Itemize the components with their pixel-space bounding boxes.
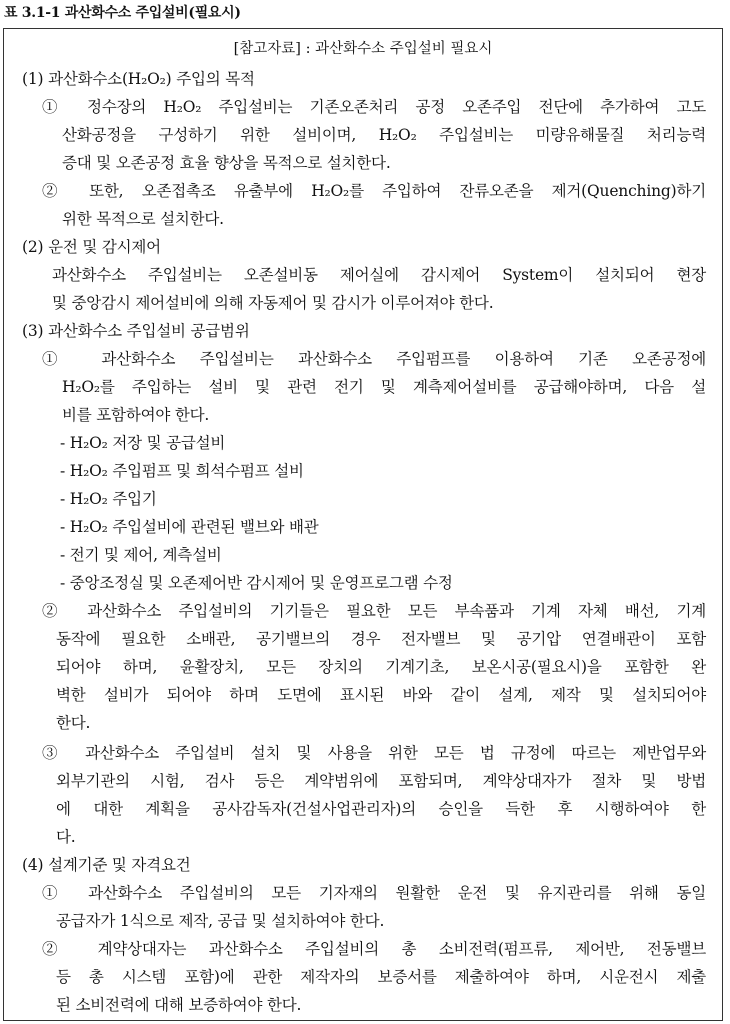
section-1-heading: (1) 과산화수소(H₂O₂) 주입의 목적	[22, 70, 255, 88]
paragraph-line: ③ 과산화수소 주입설비 설치 및 사용을 위한 모든 법 규정에 따르는 제반업무와	[42, 744, 706, 762]
list-item: - H₂O₂ 주입기	[60, 490, 157, 508]
paragraph-line: 한다.	[56, 714, 91, 732]
paragraph-line: ① 과산화수소 주입설비의 모든 기자재의 원활한 운전 및 유지관리를 위해 동일	[42, 884, 706, 902]
paragraph-line: 산화공정을 구성하기 위한 설비이며, H₂O₂ 주입설비는 미량유해물질 처리능력	[62, 126, 706, 144]
paragraph-line: 증대 및 오존공정 효율 향상을 목적으로 설치한다.	[62, 154, 391, 172]
paragraph-line: H₂O₂를 주입하는 설비 및 관련 전기 및 계측제어설비를 공급해야하며, 다음 설	[62, 378, 706, 396]
paragraph-line: 과산화수소 주입설비는 오존설비동 제어실에 감시제어 System이 설치되어 현장	[52, 266, 706, 284]
paragraph-line: 위한 목적으로 설치한다.	[62, 210, 224, 228]
list-item: - H₂O₂ 주입펌프 및 희석수펌프 설비	[60, 462, 304, 480]
paragraph-line: 등 총 시스템 포함)에 관한 제작자의 보증서를 제출하여야 하며, 시운전시 제출	[56, 968, 706, 986]
list-item: - 중앙조정실 및 오존제어반 감시제어 및 운영프로그램 수정	[60, 574, 453, 592]
paragraph-line: ② 과산화수소 주입설비의 기기들은 필요한 모든 부속품과 기계 자체 배선, 기계	[42, 602, 706, 620]
paragraph-line: 다.	[56, 828, 76, 846]
reference-box	[3, 28, 723, 1021]
paragraph-line: 외부기관의 시험, 검사 등은 계약범위에 포함되며, 계약상대자가 절차 및 방법	[56, 772, 706, 790]
paragraph-line: 동작에 필요한 소배관, 공기밸브의 경우 전자밸브 및 공기압 연결배관이 포함	[56, 630, 706, 648]
paragraph-line: 및 중앙감시 제어설비에 의해 자동제어 및 감시가 이루어져야 한다.	[52, 294, 494, 312]
paragraph-line: ① 과산화수소 주입설비는 과산화수소 주입펌프를 이용하여 기존 오존공정에	[42, 350, 706, 368]
list-item: - H₂O₂ 저장 및 공급설비	[60, 434, 226, 452]
paragraph-line: 비를 포함하여야 한다.	[62, 406, 210, 424]
paragraph-line: 되어야 하며, 윤활장치, 모든 장치의 기계기초, 보온시공(필요시)을 포함한 완	[56, 658, 706, 676]
box-title: [참고자료] : 과산화수소 주입설비 필요시	[233, 41, 493, 57]
table-caption: 표 3.1-1 과산화수소 주입설비(필요시)	[4, 5, 241, 21]
paragraph-line: 벽한 설비가 되어야 하며 도면에 표시된 바와 같이 설계, 제작 및 설치되어야	[56, 686, 706, 704]
list-item: - H₂O₂ 주입설비에 관련된 밸브와 배관	[60, 518, 319, 536]
paragraph-line: ① 정수장의 H₂O₂ 주입설비는 기존오존처리 공정 오존주입 전단에 추가하여 고도	[42, 98, 706, 116]
section-2-heading: (2) 운전 및 감시제어	[22, 238, 161, 256]
paragraph-line: 공급자가 1식으로 제작, 공급 및 설치하여야 한다.	[56, 912, 385, 930]
paragraph-line: 된 소비전력에 대해 보증하여야 한다.	[56, 996, 302, 1014]
section-4-heading: (4) 설계기준 및 자격요건	[22, 856, 191, 874]
paragraph-line: 에 대한 계획을 공사감독자(건설사업관리자)의 승인을 득한 후 시행하여야 한	[56, 800, 706, 818]
list-item: - 전기 및 제어, 계측설비	[60, 546, 222, 564]
paragraph-line: ② 또한, 오존접촉조 유출부에 H₂O₂를 주입하여 잔류오존을 제거(Quenching)하기	[42, 182, 706, 200]
section-3-heading: (3) 과산화수소 주입설비 공급범위	[22, 322, 250, 340]
paragraph-line: ② 계약상대자는 과산화수소 주입설비의 총 소비전력(펌프류, 제어반, 전동밸브	[42, 940, 706, 958]
